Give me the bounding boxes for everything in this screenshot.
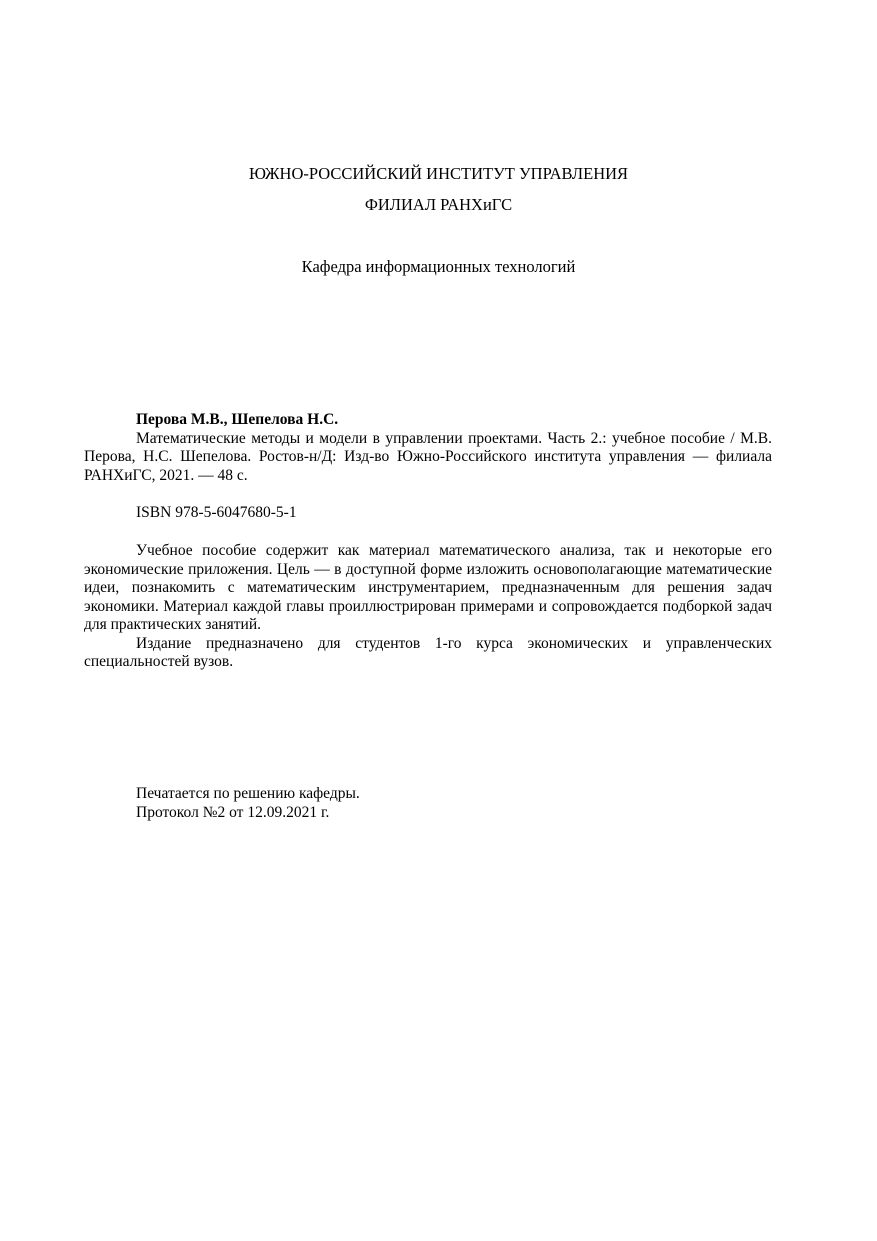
approval-line-2: Протокол №2 от 12.09.2021 г. — [136, 803, 330, 821]
institute-title: ЮЖНО-РОССИЙСКИЙ ИНСТИТУТ УПРАВЛЕНИЯ — [248, 164, 629, 183]
approval-line-1: Печатается по решению кафедры. — [136, 785, 360, 802]
isbn-block — [84, 504, 772, 523]
bibliographic-description: Математические методы и модели в управлении проектами. Часть 2.: учебное пособие / М.В. Перова, Н.С. Шепелова. Ростов-н/Д: Изд-во Южно-Российского института управления — филиала РАНХиГС, 2021. — 48 с. — [84, 429, 772, 484]
abstract-paragraph-1: Учебное пособие содержит как материал математического анализа, так и некоторые его экономические приложения. Цель — в доступной форме изложить основополагающие математические идеи, познакомить с математическим инструментарием, предназначенным для решения задач экономики. Материал каждой главы проиллюстрирован примерами и сопровождается подборкой задач для практических занятий. — [84, 542, 772, 633]
department-title: Кафедра информационных технологий — [301, 257, 576, 276]
bibliography-block — [84, 411, 772, 485]
isbn: ISBN 978-5-6047680-5-1 — [136, 504, 297, 521]
authors: Перова М.В., Шепелова Н.С. — [136, 411, 339, 428]
approval-block — [84, 785, 772, 822]
abstract-paragraph-2: Издание предназначено для студентов 1-го курса экономических и управленческих специальностей вузов. — [84, 634, 772, 670]
branch-title: ФИЛИАЛ РАНХиГС — [364, 195, 513, 214]
abstract-block — [84, 542, 772, 672]
